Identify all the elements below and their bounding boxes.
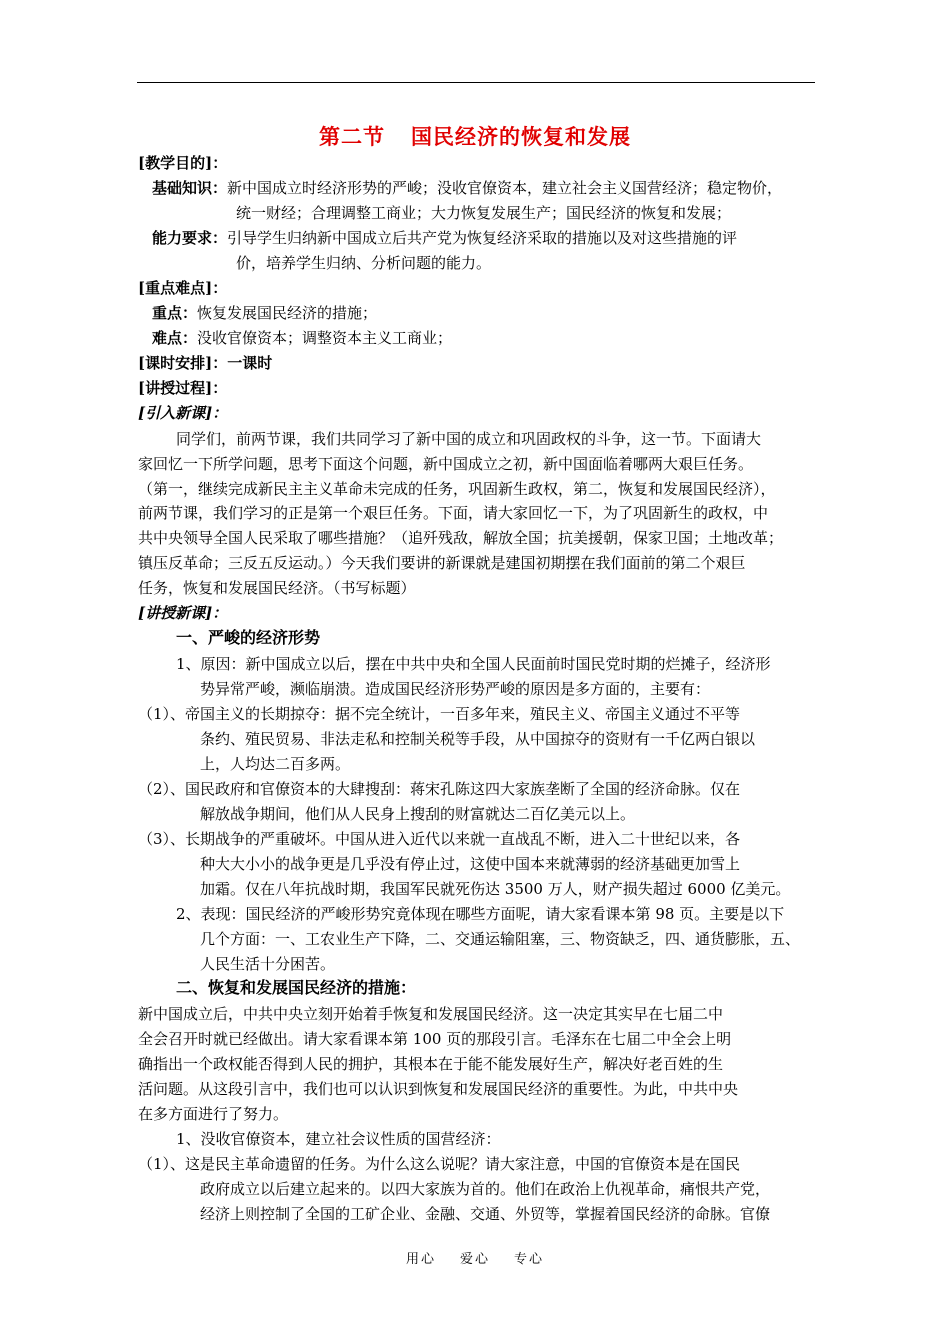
lecture-heading: [讲授新课]： — [138, 604, 228, 622]
difficult-text: 没收官僚资本；调整资本主义工商业； — [197, 329, 453, 347]
page-title — [0, 121, 950, 151]
intro-line: 任务，恢复和发展国民经济。（书写标题） — [138, 579, 416, 597]
section-2-line: 全会召开时就已经做出。请大家看课本第 100 页的那段引言。毛泽东在七届二中全会上明 — [138, 1030, 732, 1048]
section-1-line: 解放战争期间，他们从人民身上搜刮的财富就达二百亿美元以上。 — [200, 805, 636, 823]
process-heading: [讲授过程]： — [138, 379, 228, 397]
difficult-label: 难点： — [152, 329, 198, 347]
section-1-line: （2）、国民政府和官僚资本的大肆搜刮：蒋宋孔陈这四大家族垄断了全国的经济命脉。仅在 — [138, 780, 741, 798]
schedule — [138, 353, 272, 373]
section-1-line: （3）、长期战争的严重破坏。中国从进入近代以来就一直战乱不断，进入二十世纪以来，各 — [138, 830, 741, 848]
section-2-line: 确指出一个政权能否得到人民的拥护，其根本在于能不能发展好生产，解决好老百姓的生 — [138, 1055, 724, 1073]
section-2-line: 活问题。从这段引言中，我们也可以认识到恢复和发展国民经济的重要性。为此，中共中央 — [138, 1080, 739, 1098]
footer-word: 专心 — [514, 1252, 545, 1267]
section-1-line: 几个方面：一、工农业生产下降，二、交通运输阻塞，三、物资缺乏，四、通货膨胀，五、 — [200, 930, 801, 948]
intro-line: 家回忆一下所学问题，思考下面这个问题，新中国成立之初，新中国面临着哪两大艰巨任务。 — [138, 455, 754, 473]
key-label: 重点： — [152, 304, 198, 322]
section-1-line: 加霜。仅在八年抗战时期，我国军民就死伤达 3500 万人，财产损失超过 6000 亿美元。 — [200, 880, 791, 898]
section-2-line: （1）、这是民主革命遗留的任务。为什么这么说呢？请大家注意，中国的官僚资本是在国民 — [138, 1155, 741, 1173]
section-1-title: 一、严峻的经济形势 — [176, 628, 321, 647]
section-1-line: 条约、殖民贸易、非法走私和控制关税等手段，从中国掠夺的资财有一千亿两白银以 — [200, 730, 756, 748]
intro-line: 同学们，前两节课，我们共同学习了新中国的成立和巩固政权的斗争，这一节。下面请大 — [176, 430, 762, 448]
ability-text-2: 价，培养学生归纳、分析问题的能力。 — [236, 254, 492, 272]
basic-text-1: 新中国成立时经济形势的严峻；没收官僚资本，建立社会主义国营经济；稳定物价， — [227, 179, 783, 197]
footer-word: 爱心 — [459, 1252, 490, 1267]
section-1-line: 势异常严峻，濒临崩溃。造成国民经济形势严峻的原因是多方面的，主要有： — [200, 680, 711, 698]
section-1-line: 种大大小小的战争更是几乎没有停止过，这使中国本来就薄弱的经济基础更加雪上 — [200, 855, 741, 873]
page-footer — [0, 1248, 950, 1267]
header-rule — [137, 82, 815, 83]
objectives-heading: [教学目的]： — [138, 154, 228, 172]
title-section: 第二节 — [319, 125, 385, 149]
intro-line: （第一，继续完成新民主主义革命未完成的任务，巩固新生政权，第二，恢复和发展国民经济）， — [138, 480, 776, 498]
section-2-title: 二、恢复和发展国民经济的措施： — [176, 978, 417, 997]
section-2-line: 在多方面进行了努力。 — [138, 1105, 289, 1123]
section-1-line: （1）、帝国主义的长期掠夺：据不完全统计，一百多年来，殖民主义、帝国主义通过不平等 — [138, 705, 741, 723]
intro-line: 共中央领导全国人民采取了哪些措施？（追歼残敌，解放全国；抗美援朝，保家卫国；土地改革； — [138, 529, 784, 547]
section-2-line: 新中国成立后，中共中央立刻开始着手恢复和发展国民经济。这一决定其实早在七届二中 — [138, 1005, 724, 1023]
title-topic: 国民经济的恢复和发展 — [411, 125, 631, 149]
section-2-line: 1、没收官僚资本，建立社会议性质的国营经济： — [176, 1130, 501, 1148]
intro-heading: [引入新课]： — [138, 404, 228, 422]
basic-knowledge — [152, 178, 782, 198]
section-2-line: 政府成立以后建立起来的。以四大家族为首的。他们在政治上仇视革命，痛恨共产党， — [200, 1180, 771, 1198]
key-point — [152, 303, 377, 323]
key-text: 恢复发展国民经济的措施； — [197, 304, 378, 322]
intro-line: 镇压反革命；三反五反运动。）今天我们要讲的新课就是建国初期摆在我们面前的第二个艰巨 — [138, 554, 746, 572]
footer-word: 用心 — [405, 1252, 436, 1267]
basic-text-2: 统一财经；合理调整工商业；大力恢复发展生产；国民经济的恢复和发展； — [236, 204, 732, 222]
section-1-line: 人民生活十分困苦。 — [200, 955, 336, 973]
intro-line: 前两节课，我们学习的正是第一个艰巨任务。下面，请大家回忆一下，为了巩固新生的政权，中 — [138, 504, 769, 522]
basic-label: 基础知识： — [152, 179, 228, 197]
section-1-line: 上，人均达二百多两。 — [200, 755, 351, 773]
section-2-line: 经济上则控制了全国的工矿企业、金融、交通、外贸等，掌握着国民经济的命脉。官僚 — [200, 1205, 771, 1223]
difficult-point — [152, 328, 452, 348]
section-1-line: 2、表现：国民经济的严峻形势究竟体现在哪些方面呢，请大家看课本第 98 页。主要是以下 — [176, 905, 785, 923]
ability-text-1: 引导学生归纳新中国成立后共产党为恢复经济采取的措施以及对这些措施的评 — [227, 229, 738, 247]
section-1-line: 1、原因：新中国成立以后，摆在中共中央和全国人民面前时国民党时期的烂摊子，经济形 — [176, 655, 771, 673]
keypoints-heading: [重点难点]： — [138, 279, 228, 297]
ability-label: 能力要求： — [152, 229, 228, 247]
ability-requirement — [152, 228, 737, 248]
schedule-heading: [课时安排]： — [138, 354, 228, 372]
schedule-value: 一课时 — [227, 354, 273, 372]
